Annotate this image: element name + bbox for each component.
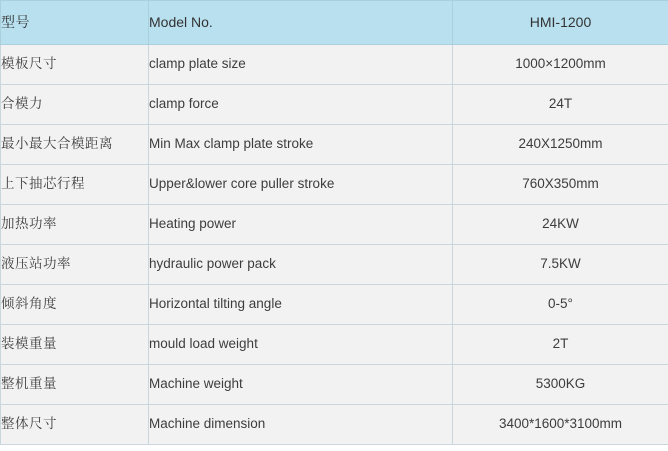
row-label-cn: 模板尺寸 (1, 45, 149, 85)
row-label-en: Machine dimension (149, 405, 453, 445)
row-label-en: clamp plate size (149, 45, 453, 85)
row-label-cn: 液压站功率 (1, 245, 149, 285)
table-row (1, 325, 668, 365)
header-cell-cn: 型号 (1, 1, 149, 45)
row-label-cn: 合模力 (1, 85, 149, 125)
table-row (1, 45, 668, 85)
row-value: 1000×1200mm (453, 45, 668, 85)
table-row (1, 125, 668, 165)
row-label-en: Upper&lower core puller stroke (149, 165, 453, 205)
row-value: 24KW (453, 205, 668, 245)
row-label-en: Min Max clamp plate stroke (149, 125, 453, 165)
row-label-cn: 整体尺寸 (1, 405, 149, 445)
header-cell-value: HMI-1200 (453, 1, 668, 45)
table-row (1, 165, 668, 205)
row-label-cn: 整机重量 (1, 365, 149, 405)
table-row (1, 205, 668, 245)
row-label-en: clamp force (149, 85, 453, 125)
row-value: 7.5KW (453, 245, 668, 285)
table-row (1, 405, 668, 445)
row-value: 0-5° (453, 285, 668, 325)
row-value: 5300KG (453, 365, 668, 405)
table-row (1, 285, 668, 325)
row-value: 24T (453, 85, 668, 125)
table-body (1, 1, 668, 445)
row-label-en: Heating power (149, 205, 453, 245)
row-label-en: Machine weight (149, 365, 453, 405)
table-row (1, 365, 668, 405)
table-header-row (1, 1, 668, 45)
row-label-en: hydraulic power pack (149, 245, 453, 285)
row-value: 760X350mm (453, 165, 668, 205)
row-label-cn: 上下抽芯行程 (1, 165, 149, 205)
row-label-cn: 装模重量 (1, 325, 149, 365)
row-value: 2T (453, 325, 668, 365)
header-cell-en: Model No. (149, 1, 453, 45)
row-label-cn: 最小最大合模距离 (1, 125, 149, 165)
row-label-cn: 加热功率 (1, 205, 149, 245)
row-value: 3400*1600*3100mm (453, 405, 668, 445)
row-label-en: mould load weight (149, 325, 453, 365)
table-row (1, 245, 668, 285)
row-label-en: Horizontal tilting angle (149, 285, 453, 325)
row-value: 240X1250mm (453, 125, 668, 165)
row-label-cn: 倾斜角度 (1, 285, 149, 325)
table-row (1, 85, 668, 125)
